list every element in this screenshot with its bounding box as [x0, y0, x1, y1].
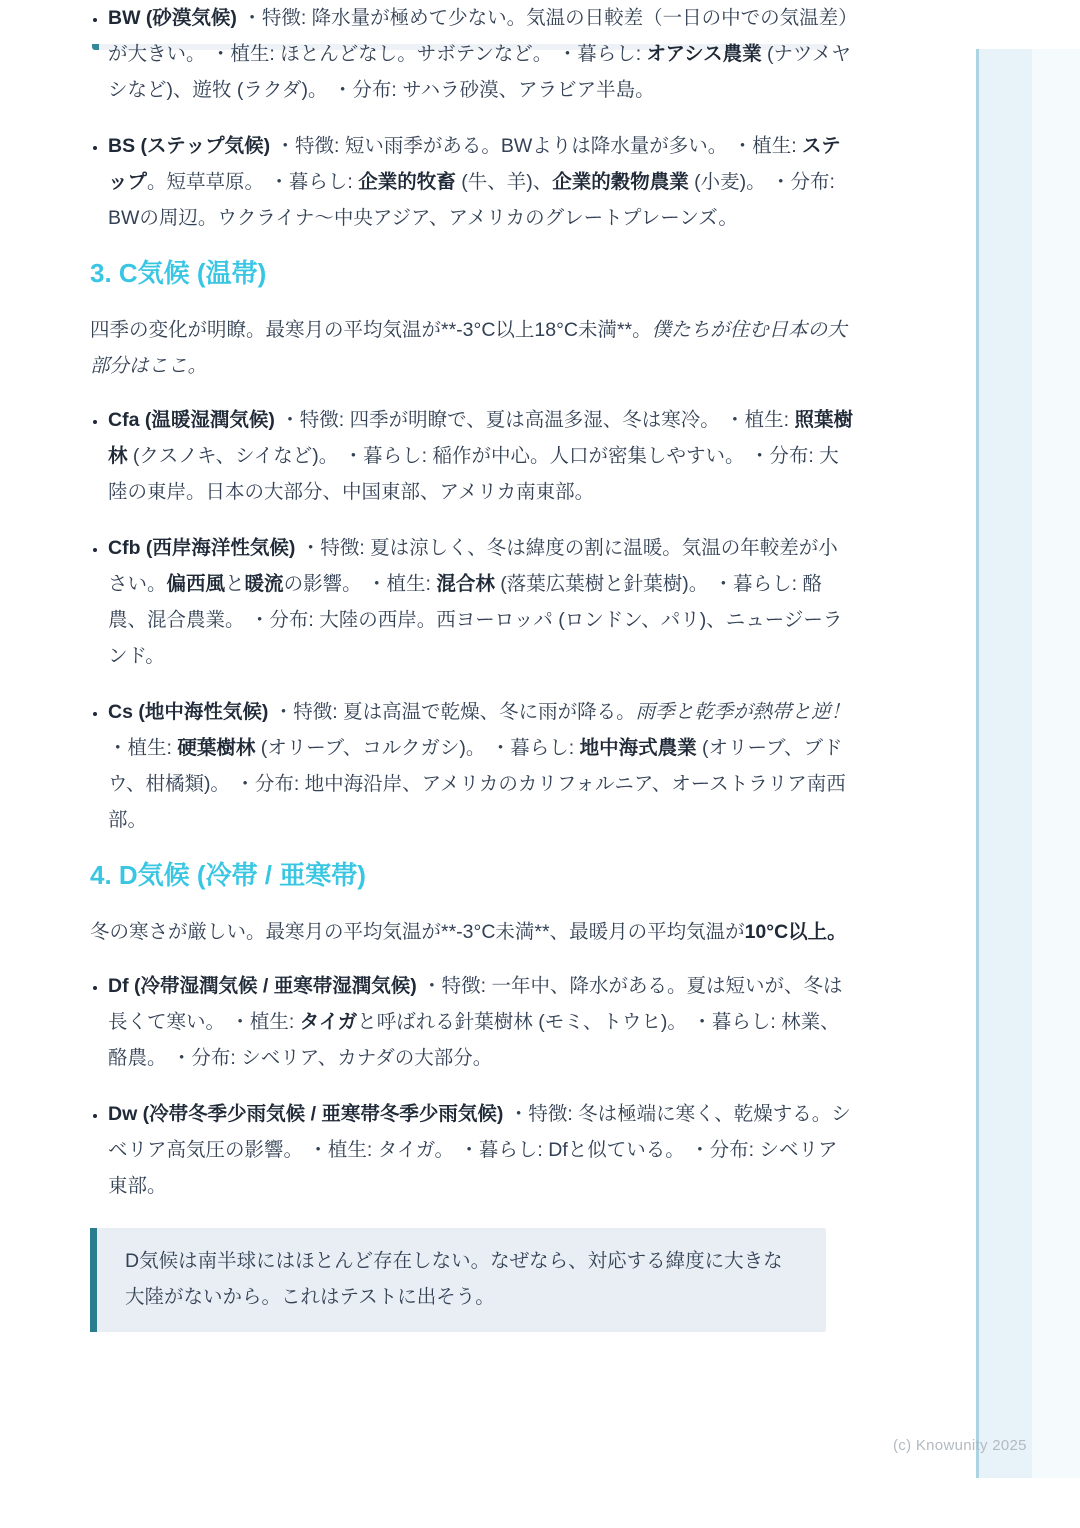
climate-list-c-group	[90, 402, 856, 838]
page-edge-strip	[976, 49, 1032, 1478]
section-intro-c-climate: 四季の変化が明瞭。最寒月の平均気温が**-3°C以上18°C未満**。僕たちが住む日本の大部分はここ。	[90, 319, 847, 377]
section-heading-d-climate: 4. D気候 (冷帯 / 亜寒帯)	[90, 860, 366, 890]
note-callout	[90, 1228, 826, 1332]
note-callout-text: D気候は南半球にはほとんど存在しない。なぜなら、対応する緯度に大きな大陸がないから。これはテストに出そう。	[125, 1250, 783, 1308]
document-content	[90, 0, 856, 1332]
page-edge-strip-outer	[1032, 49, 1080, 1478]
list-item-cs-mediterranean: • Cs (地中海性気候) ・特徴: 夏は高温で乾燥、冬に雨が降る。雨季と乾季が熱帯と逆！ ・植生: 硬葉樹林 (オリーブ、コルクガシ)。 ・暮らし: 地中海式農業 (オリーブ、ブドウ、柑橘類)。 ・分布: 地中海沿岸、アメリカのカリフォルニア、オーストラリア南西部。	[108, 694, 856, 838]
list-item-cfb-oceanic: • Cfb (西岸海洋性気候) ・特徴: 夏は涼しく、冬は緯度の割に温暖。気温の年較差が小さい。偏西風と暖流の影響。 ・植生: 混合林 (落葉広葉樹と針葉樹)。 ・暮らし: 酪農、混合農業。 ・分布: 大陸の西岸。西ヨーロッパ (ロンドン、パリ)、ニュージーランド。	[108, 530, 856, 674]
list-item-bs-steppe-climate: • BS (ステップ気候) ・特徴: 短い雨季がある。BWよりは降水量が多い。 ・植生: ステップ。短草草原。 ・暮らし: 企業的牧畜 (牛、羊)、企業的穀物農業 (小麦)。 ・分布: BWの周辺。ウクライナ～中央アジア、アメリカのグレートプレーンズ。	[108, 128, 856, 236]
climate-list-d-group	[90, 968, 856, 1204]
section-intro-d-climate: 冬の寒さが厳しい。最寒月の平均気温が**-3°C未満**、最暖月の平均気温が10°C以上。	[90, 921, 847, 943]
list-item-dw-subarctic-dry-winter: • Dw (冷帯冬季少雨気候 / 亜寒帯冬季少雨気候) ・特徴: 冬は極端に寒く、乾燥する。シベリア高気圧の影響。 ・植生: タイガ。 ・暮らし: Dfと似ている。 ・分布: シベリア東部。	[108, 1096, 856, 1204]
section-heading-c-climate: 3. C気候 (温帯)	[90, 258, 267, 288]
list-item-bw-desert-climate: • BW (砂漠気候) ・特徴: 降水量が極めて少ない。気温の日較差（一日の中での気温差）が大きい。 ・植生: ほとんどなし。サボテンなど。 ・暮らし: オアシス農業 (ナツメヤシなど)、遊牧 (ラクダ)。 ・分布: サハラ砂漠、アラビア半島。	[108, 0, 856, 108]
list-item-df-subarctic-humid: • Df (冷帯湿潤気候 / 亜寒帯湿潤気候) ・特徴: 一年中、降水がある。夏は短いが、冬は長くて寒い。 ・植生: タイガと呼ばれる針葉樹林 (モミ、トウヒ)。 ・暮らし: 林業、酪農。 ・分布: シベリア、カナダの大部分。	[108, 968, 856, 1076]
watermark: (c) Knowunity 2025	[893, 1437, 1027, 1454]
list-item-cfa-humid-subtropical: • Cfa (温暖湿潤気候) ・特徴: 四季が明瞭で、夏は高温多湿、冬は寒冷。 ・植生: 照葉樹林 (クスノキ、シイなど)。 ・暮らし: 稲作が中心。人口が密集しやすい。 ・分布: 大陸の東岸。日本の大部分、中国東部、アメリカ南東部。	[108, 402, 856, 510]
climate-list-b-group	[90, 0, 856, 236]
